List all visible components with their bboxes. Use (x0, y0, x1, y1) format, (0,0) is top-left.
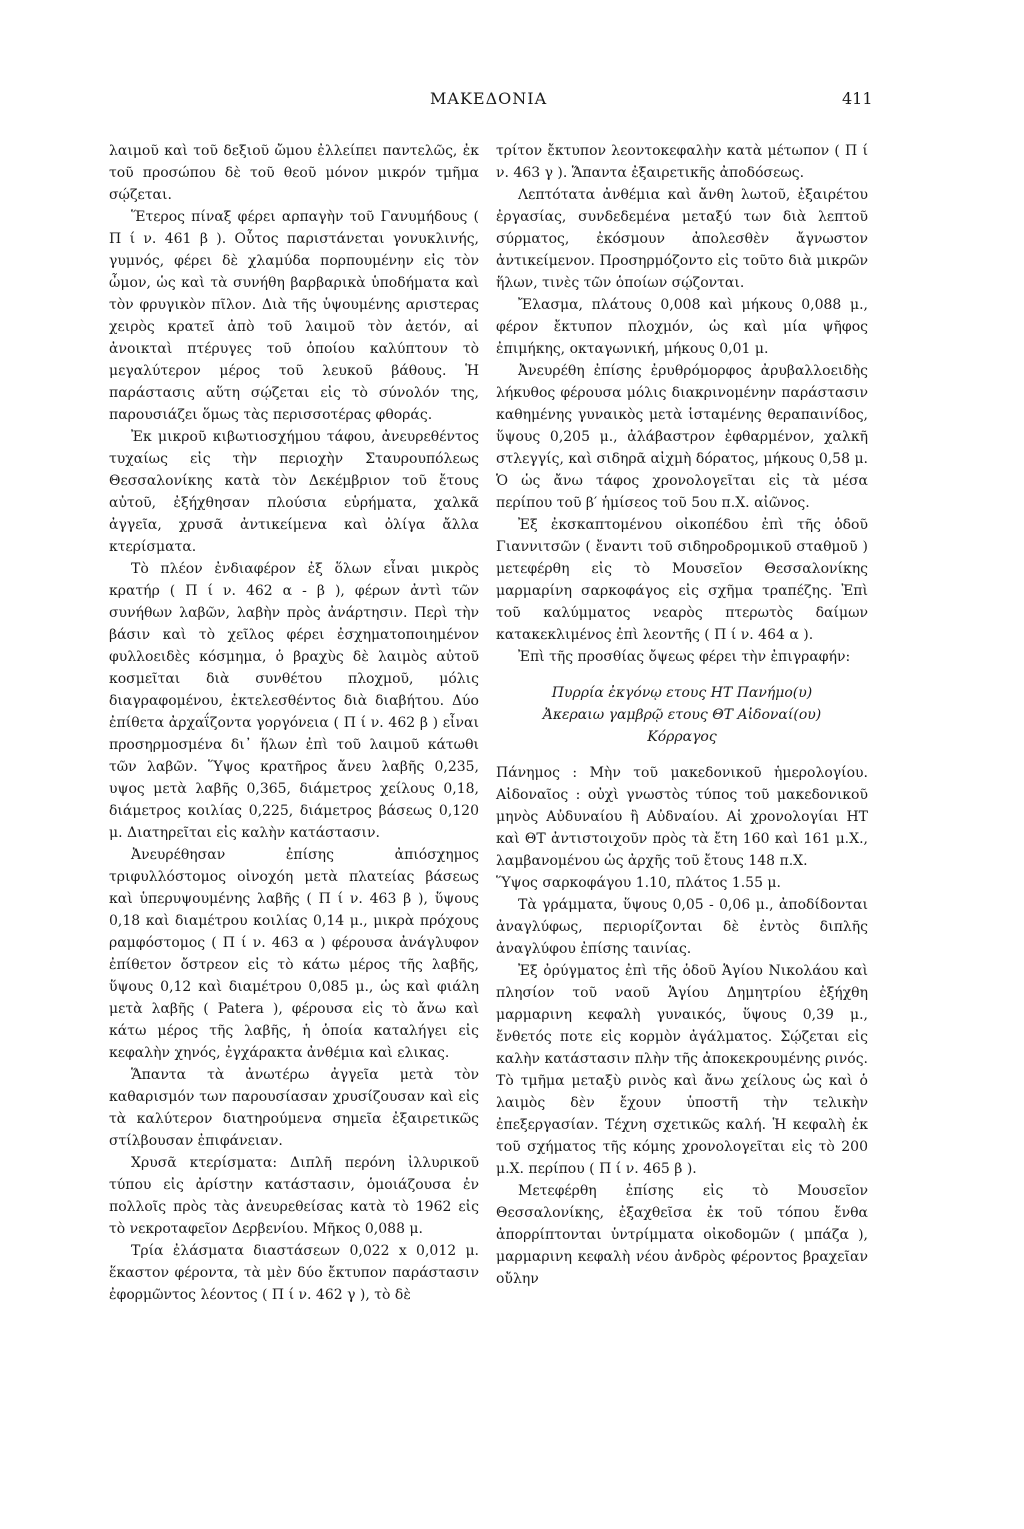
paragraph: Ἐπὶ τῆς προσθίας ὄψεως φέρει τὴν ἐπιγραφήν: (518, 649, 851, 665)
inscription-line: Πυρρία ἐκγόνῳ ετους ΗΤ Πανήμο(υ) (551, 685, 813, 701)
paragraph: Τὸ πλέον ἐνδιαφέρον ἐξ ὅλων εἶναι μικρὸς κρατήρ ( Π ί ν. 462 α - β ), φέρων ἀντὶ τῶν συνήθων λαβῶν, λαβὴν πρὸς ἀνάρτησιν. Περὶ τὴν βάσιν καὶ τὸ χεῖλος φέρει ἐσχηματοποιημένον φυλλοειδὲς κόσμημα, ὁ βραχὺς δὲ λαιμὸς αὐτοῦ κοσμεῖται διὰ συνθέτου πλοχμοῦ, μόλις διαγραφομένου, ἐκτελεσθέντος διὰ διαβήτου. Δύο ἐπίθετα ἀρχαΐζοντα γοργόνεια ( Π ί ν. 462 β ) εἶναι προσηρμοσμένα δι᾽ ἥλων ἐπὶ τοῦ λαιμοῦ κάτωθι τῶν λαβῶν. Ὕψος κρατῆρος ἄνευ λαβῆς 0,235, υψος μετὰ λαβῆς 0,365, διάμετρος χείλους 0,18, διάμετρος κοιλίας 0,225, διάμετρος βάσεως 0,120 μ. Διατηρεῖται εἰς καλὴν κατάστασιν. (109, 561, 479, 841)
paragraph: Μετεφέρθη ἐπίσης εἰς τὸ Μουσεῖον Θεσσαλονίκης, ἐξαχθεῖσα ἐκ τοῦ τόπου ἔνθα ἀπορρίπτονται ὑντρίμματα οἰκοδομῶν ( μπάζα ), μαρμαρινη κεφαλὴ νέου ἀνδρὸς φέροντος βραχεῖαν οὔλην (496, 1183, 868, 1287)
left-column (109, 140, 479, 1306)
paragraph: λαιμοῦ καὶ τοῦ δεξιοῦ ὤμου ἐλλείπει παντελῶς, ἐκ τοῦ προσώπου δὲ τοῦ θεοῦ μόνον μικρόν τμῆμα σῴζεται. (109, 143, 479, 203)
paragraph: Ὕψος σαρκοφάγου 1.10, πλάτος 1.55 μ. (496, 875, 781, 891)
paragraph: Ἐξ ἐκσκαπτομένου οἰκοπέδου ἐπὶ τῆς ὁδοῦ Γιαννιτσῶν ( ἔναντι τοῦ σιδηροδρομικοῦ σταθμοῦ ) μετεφέρθη εἰς τὸ Μουσεῖον Θεσσαλονίκης μαρμαρίνη σαρκοφάγος εἰς σχῆμα τραπέζης. Ἐπὶ τοῦ καλύμματος νεαρὸς πτερωτὸς δαίμων κατακεκλιμένος ἐπὶ λεοντῆς ( Π ί ν. 464 α ). (496, 517, 868, 643)
right-column (496, 140, 868, 1290)
paragraph: Πάνημος : Μὴν τοῦ μακεδονικοῦ ἡμερολογίου. Αἰδοναῖος : οὐχὶ γνωστὸς τύπος τοῦ μακεδονικοῦ μηνὸς Αὐδυναίου ἢ Αὐδναίου. Αἱ χρονολογίαι ΗΤ καὶ ΘΤ ἀντιστοιχοῦν πρὸς τὰ ἔτη 160 καὶ 161 μ.Χ., λαμβανομένου ὡς ἀρχῆς τοῦ ἔτους 148 π.Χ. (496, 765, 868, 869)
inscription-line: Κόρραγος (647, 729, 717, 745)
running-head-title: ΜΑΚΕΔΟΝΙΑ (430, 89, 548, 108)
paragraph: Ἀνευρέθη ἐπίσης ἐρυθρόμορφος ἀρυβαλλοειδὴς λήκυθος φέρουσα μόλις διακρινομένην παράστασιν καθημένης γυναικὸς μετὰ ἱσταμένης θεραπαινίδος, ὕψους 0,205 μ., ἀλάβαστρον ἐφθαρμένον, χαλκῆ στλεγγίς, καὶ σιδηρᾶ αἰχμὴ δόρατος, μήκους 0,58 μ. Ὁ ὡς ἄνω τάφος χρονολογεῖται εἰς τὰ μέσα περίπου τοῦ β′ ἡμίσεος τοῦ 5ου π.Χ. αἰῶνος. (496, 363, 868, 511)
paragraph: Ἐκ μικροῦ κιβωτιοσχήμου τάφου, ἀνευρεθέντος τυχαίως εἰς τὴν περιοχὴν Σταυρουπόλεως Θεσσαλονίκης κατὰ τὸν Δεκέμβριον τοῦ ἔτους αὐτοῦ, ἐξήχθησαν πλούσια εὑρήματα, χαλκᾶ ἀγγεῖα, χρυσᾶ ἀντικείμενα καὶ ὀλίγα ἄλλα κτερίσματα. (109, 429, 479, 555)
paragraph: Λεπτότατα ἀνθέμια καὶ ἄνθη λωτοῦ, ἐξαιρέτου ἐργασίας, συνδεδεμένα μεταξύ των διὰ λεπτοῦ σύρματος, ἐκόσμουν ἀπολεσθὲν ἄγνωστον ἀντικείμενον. Προσηρμόζοντο εἰς τοῦτο διὰ μικρῶν ἥλων, τινὲς τῶν ὁποίων σῴζονται. (496, 187, 868, 291)
paragraph: Χρυσᾶ κτερίσματα: Διπλῆ περόνη ἰλλυρικοῦ τύπου εἰς ἀρίστην κατάστασιν, ὁμοιάζουσα ἐν πολλοῖς πρὸς τὰς ἀνευρεθείσας κατὰ τὸ 1962 εἰς τὸ νεκροταφεῖον Δερβενίου. Μῆκος 0,088 μ. (109, 1155, 479, 1237)
inscription-line: Ἀκεραιω γαμβρῷ ετους ΘΤ Αἰδοναί(ου) (542, 707, 822, 723)
paragraph: Ἅπαντα τὰ ἀνωτέρω ἀγγεῖα μετὰ τὸν καθαρισμόν των παρουσίασαν χρυσίζουσαν καὶ εἰς τὰ καλύτερον διατηρούμενα σημεῖα ἐξαιρετικῶς στίλβουσαν ἐπιφάνειαν. (109, 1067, 479, 1149)
paragraph: Ἔλασμα, πλάτους 0,008 καὶ μήκους 0,088 μ., φέρον ἔκτυπον πλοχμόν, ὡς καὶ μία ψῆφος ἐπιμήκης, οκταγωνική, μήκους 0,01 μ. (496, 297, 868, 357)
paragraph: τρίτον ἔκτυπον λεοντοκεφαλὴν κατὰ μέτωπον ( Π ί ν. 463 γ ). Ἅπαντα ἐξαιρετικῆς ἀποδόσεως. (496, 143, 868, 181)
paragraph: Ἐξ ὀρύγματος ἐπὶ τῆς ὁδοῦ Ἁγίου Νικολάου καὶ πλησίον τοῦ ναοῦ Ἁγίου Δημητρίου ἐξήχθη μαρμαρινη κεφαλὴ γυναικός, ὕψους 0,39 μ., ἔνθετός ποτε εἰς κορμὸν ἀγάλματος. Σῴζεται εἰς καλὴν κατάστασιν πλὴν τῆς ἀποκεκρουμένης ρινός. Τὸ τμῆμα μεταξὺ ρινὸς καὶ ἄνω χείλους ὡς καὶ ὁ λαιμὸς δὲν ἔχουν ὑποστῆ τὴν τελικὴν ἐπεξεργασίαν. Τέχνη σχετικῶς καλή. Ἡ κεφαλὴ ἐκ τοῦ σχήματος τῆς κόμης χρονολογεῖται εἰς τὸ 200 μ.Χ. περίπου ( Π ί ν. 465 β ). (496, 963, 868, 1177)
paragraph: Ἕτερος πίναξ φέρει αρπαγὴν τοῦ Γανυμήδους ( Π ί ν. 461 β ). Οὗτος παριστάνεται γονυκλινής, γυμνός, φέρει δὲ χλαμύδα πορπουμένην εἰς τὸν ὦμον, ὡς καὶ τὰ συνήθη βαρβαρικὰ ὑποδήματα καὶ τὸν φρυγικὸν πῖλον. Διὰ τῆς ὑψουμένης αριστερας χειρὸς κρατεῖ ἀπὸ τοῦ λαιμοῦ τὸν ἀετόν, αἱ ἀνοικταὶ πτέρυγες τοῦ ὁποίου καλύπτουν τὸ μεγαλύτερον μέρος τοῦ λευκοῦ βάθους. Ἡ παράστασις αὕτη σῴζεται εἰς τὸ σύνολόν της, παρουσιάζει ὅμως τὰς περισσοτέρας φθοράς. (109, 209, 479, 423)
paragraph: Ἀνευρέθησαν ἐπίσης ἀπιόσχημος τριφυλλόστομος οἰνοχόη μετὰ πλατείας βάσεως καὶ ὑπερυψουμένης λαβῆς ( Π ί ν. 463 β ), ὕψους 0,18 καὶ διαμέτρου κοιλίας 0,14 μ., μικρὰ πρόχους ραμφόστομος ( Π ί ν. 463 α ) φέρουσα ἀνάγλυφον ἐπίθετον ὄστρεον εἰς τὸ κάτω μέρος τῆς λαβῆς, ὕψους 0,12 καὶ διαμέτρου 0,085 μ., ὡς καὶ φιάλη μετὰ λαβῆς ( Patera ), φέρουσα εἰς τὸ ἄνω καὶ κάτω μέρος τῆς λαβῆς, ἡ ὁποία καταλήγει εἰς κεφαλὴν χηνός, ἐγχάρακτα ἀνθέμια καὶ ελικας. (109, 847, 479, 1061)
paragraph: Τρία ἐλάσματα διαστάσεων 0,022 x 0,012 μ. ἕκαστον φέροντα, τὰ μὲν δύο ἔκτυπον παράστασιν ἐφορμῶντος λέοντος ( Π ί ν. 462 γ ), τὸ δὲ (109, 1243, 479, 1303)
running-head (0, 89, 1024, 113)
page-number: 411 (842, 89, 873, 108)
paragraph: Τὰ γράμματα, ὕψους 0,05 - 0,06 μ., ἀποδίδονται ἀναγλύφως, περιορίζονται δὲ ἐντὸς διπλῆς ἀναγλύφου ἐπίσης ταινίας. (496, 897, 868, 957)
